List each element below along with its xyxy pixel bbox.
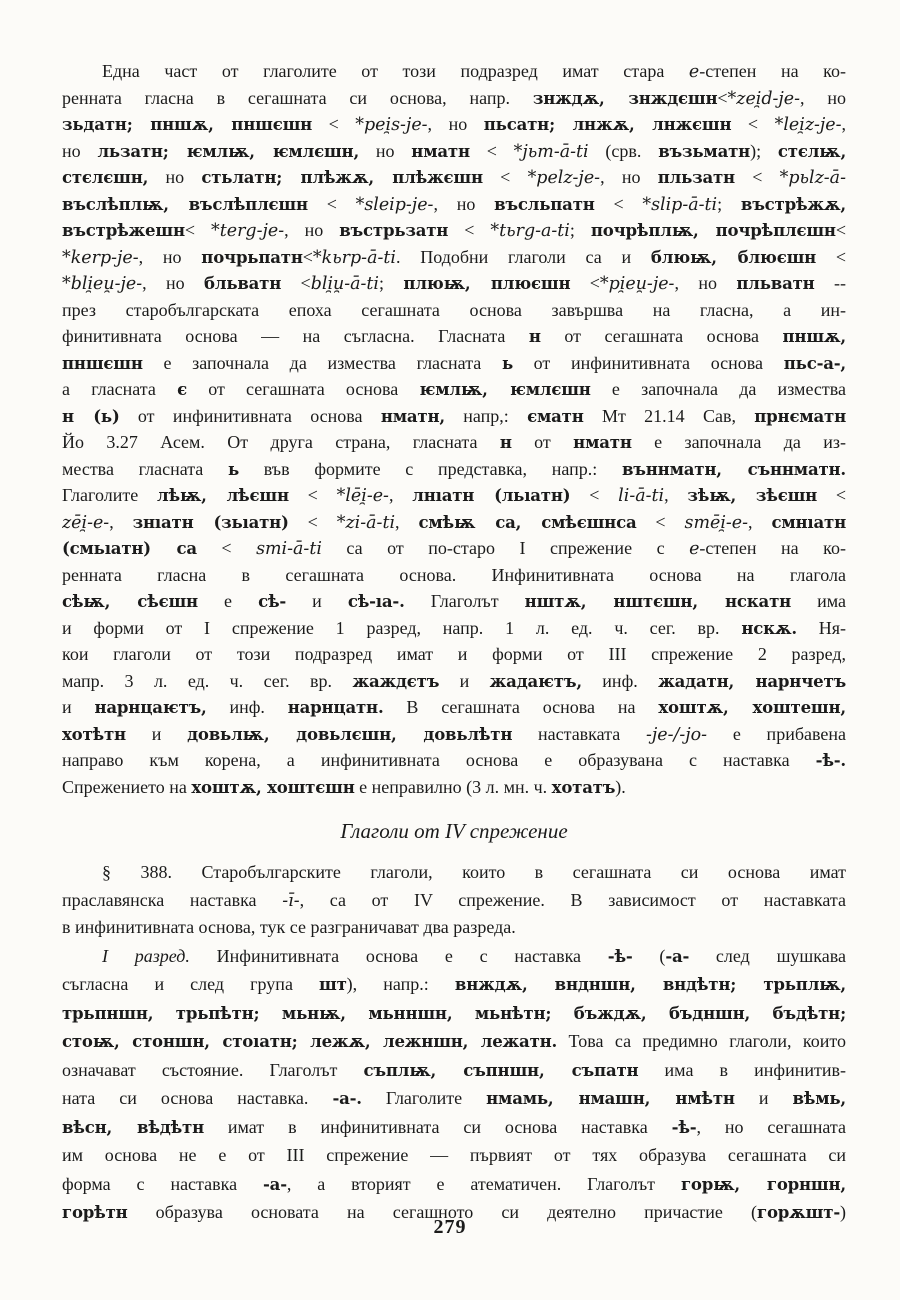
body-text: . Подобни глаголи са и (395, 246, 651, 267)
body-text: ) (840, 1202, 846, 1222)
body-text: < (288, 511, 337, 532)
old-bulgarian-word: -а-. (332, 1088, 362, 1108)
latin-reconstruction: e (688, 62, 700, 82)
old-bulgarian-word: знждѫ, знждєшн (532, 87, 718, 108)
text-line (62, 668, 846, 695)
body-text: форма с наставка (62, 1173, 263, 1194)
body-text: , но (800, 87, 846, 108)
body-text: Една част от глаголите от този подразред имат стара (102, 61, 689, 81)
body-text: , са от IV спрежение. В зависимост от наставката (299, 889, 846, 910)
text-line (62, 1027, 846, 1056)
old-bulgarian-word: н (528, 326, 541, 346)
latin-reconstruction: *zei̯d-je- (727, 88, 801, 109)
text-line (62, 323, 846, 350)
latin-reconstruction: *jьm-ā-ti (513, 141, 589, 162)
text-line (62, 58, 846, 85)
old-bulgarian-word: льзатн; ѥмлѭ, ѥмлєшн, (97, 140, 360, 161)
body-text: ), напр.: (346, 974, 455, 994)
body-text: през старобългарската епоха сегашната основа завършва на гласна, а ин- (62, 299, 846, 320)
body-text: финитивната основа — на съгласна. Гласната (62, 326, 529, 346)
text-line (62, 747, 846, 774)
old-bulgarian-word: єматн (527, 405, 584, 426)
latin-reconstruction: *bli̯eu̯-je- (62, 274, 143, 294)
body-text: < (469, 140, 514, 161)
body-text: от (511, 432, 574, 452)
old-bulgarian-word: стьлатн; плѣжѫ, плѣжєшн (201, 167, 483, 187)
text-line (62, 1113, 846, 1142)
body-text: < (312, 114, 356, 134)
text-line (62, 191, 846, 218)
body-text: , (388, 485, 413, 505)
body-text: , а вторият е атематичен. Глаголът (286, 1173, 681, 1194)
body-text: мапр. 3 л. ед. ч. сег. вр. (62, 670, 353, 691)
latin-reconstruction: *pьlz-ā- (779, 168, 846, 188)
body-text: мества гласната (62, 458, 229, 479)
body-text: < (307, 193, 356, 214)
text-line (62, 509, 846, 536)
body-text: след шушкава (689, 945, 846, 966)
body-text: Инфинитивната основа е с наставка (189, 945, 608, 966)
latin-reconstruction: *pi̯eu̯-je- (599, 274, 675, 294)
old-bulgarian-word: н (499, 432, 512, 452)
body-text: инф. (581, 670, 659, 691)
old-bulgarian-word: сѣ- (258, 591, 287, 611)
body-text: < (570, 485, 619, 505)
text-line (62, 970, 846, 999)
body-text: < (594, 193, 643, 214)
body-text: , но (433, 193, 495, 214)
body-text: Глаголът (404, 591, 525, 611)
old-bulgarian-word: лѣѭ, лѣєшн (157, 485, 289, 505)
latin-reconstruction: *slip-ā-ti (642, 194, 718, 215)
body-text: наставката (512, 723, 646, 744)
italic-text: Глаголи от IV спрежение (340, 819, 568, 843)
body-text: и форми от I спрежение 1 разред, напр. 1 л. ед. ч. сег. вр. (62, 617, 742, 638)
body-text: образува основата на сегашното си деятелно причастие ( (127, 1202, 758, 1222)
body-text: , но (674, 273, 737, 293)
old-bulgarian-word: знıатн (зьıатн) (132, 511, 289, 532)
body-text: , (841, 114, 846, 134)
old-bulgarian-word: -ѣ-. (815, 750, 846, 770)
body-text: от инфинитивната основа (119, 405, 381, 426)
text-line (62, 429, 846, 456)
old-bulgarian-word: възьматн (658, 140, 751, 161)
old-bulgarian-word: ь (228, 458, 240, 479)
old-bulgarian-word: блюѭ, блюєшн (650, 246, 817, 267)
body-text: < (482, 167, 528, 187)
latin-reconstruction: smēi̯-e- (684, 512, 749, 533)
text-line (62, 350, 846, 377)
old-bulgarian-word: нарнцатн. (287, 697, 384, 717)
section-heading-text (62, 816, 846, 846)
body-text: ). (615, 776, 626, 797)
latin-reconstruction: *lēi̯-e- (336, 486, 389, 506)
old-bulgarian-word: пьсатн; лнжѫ, лнжєшн (483, 114, 732, 134)
old-bulgarian-word: въстрѣжешн (62, 220, 185, 240)
body-text: , но (138, 246, 202, 267)
body-text: < (717, 87, 728, 108)
latin-reconstruction: smi-ā-ti (256, 539, 322, 559)
old-bulgarian-word: въстрьзатн (339, 220, 449, 240)
latin-reconstruction: *lei̯z-je- (774, 115, 842, 135)
old-bulgarian-word: въстрѣжѫ, (740, 193, 846, 214)
body-text: < (184, 220, 212, 240)
old-bulgarian-word: горѭ, горншн, (680, 1173, 846, 1194)
latin-reconstruction: *sleip-je- (355, 194, 434, 215)
body-text: Ня- (796, 617, 846, 638)
old-bulgarian-word: пльзатн (657, 167, 735, 187)
body-text: но (62, 140, 98, 161)
latin-reconstruction: bli̯u̯-ā-ti (310, 274, 380, 294)
old-bulgarian-word: нматн (411, 140, 470, 161)
body-text: < (288, 485, 337, 505)
body-text: Спрежението на (62, 776, 192, 797)
old-bulgarian-word: нштѫ, нштєшн, нскатн (524, 591, 792, 611)
body-text: Йо 3.27 Асем. От друга страна, гласната (62, 432, 500, 452)
text-line (62, 482, 846, 509)
old-bulgarian-word: бльватн (204, 273, 282, 293)
text-line (62, 535, 846, 562)
old-bulgarian-word: трьпншн, трьпѣтн; мьнѭ, мьнншн, мьнѣтн; бъждѫ, бъдншн, бъдѣтн; (62, 1002, 846, 1023)
text-line (62, 562, 846, 589)
old-bulgarian-word: прнєматн (754, 405, 846, 426)
body-text: В сегашната основа на (383, 697, 659, 717)
old-bulgarian-word: ѥмлѭ, ѥмлєшн (419, 379, 591, 399)
old-bulgarian-word: смѣѭ са, смѣєшнса (418, 511, 637, 532)
old-bulgarian-word: шт (319, 974, 347, 994)
old-bulgarian-word: пльватн (736, 273, 815, 293)
old-bulgarian-word: въслѣплѭ, въслѣплєшн (62, 193, 308, 214)
text-line (62, 217, 846, 244)
body-text: и (734, 1088, 793, 1108)
body-text: < (196, 538, 257, 558)
body-text: , (395, 511, 419, 532)
body-text: < (636, 511, 685, 532)
body-text: е започнала да измества гласната (142, 352, 502, 373)
body-text: е (197, 591, 259, 611)
old-bulgarian-word: нматн (573, 432, 632, 452)
old-bulgarian-word: довьлѭ, довьлєшн, довьлѣтн (187, 723, 513, 744)
body-text: и (125, 723, 188, 744)
old-bulgarian-word: -а- (263, 1173, 287, 1194)
body-text: и (62, 697, 95, 717)
section-heading (62, 816, 846, 846)
body-text: има в инфинитив- (638, 1059, 846, 1080)
text-line (62, 1141, 846, 1170)
text-line (62, 1084, 846, 1113)
body-text: ; (717, 193, 741, 214)
body-text: Това са предимно глаголи, които (557, 1031, 846, 1051)
body-text: , (748, 511, 772, 532)
body-text: инф. (206, 697, 288, 717)
text-line (62, 615, 846, 642)
old-bulgarian-word: жадатн, нарнчетъ (658, 670, 846, 691)
body-text: ; (379, 273, 404, 293)
body-text: -степен на ко- (699, 61, 846, 81)
old-bulgarian-word: почрѣплѭ, почрѣплєшн (590, 220, 836, 240)
body-text: (срв. (588, 140, 659, 161)
page-number: 279 (433, 1216, 467, 1238)
text-line (62, 887, 846, 915)
text-line (62, 641, 846, 668)
body-text: е неправилно (3 л. мн. ч. (354, 776, 552, 797)
text-line (62, 111, 846, 138)
body-text: < (835, 220, 846, 240)
old-bulgarian-word: въсльпатн (494, 193, 595, 214)
old-bulgarian-word: стоѭ, стоншн, стоıатн; лежѫ, лежншн, лежатн. (62, 1031, 558, 1051)
text-line (62, 999, 846, 1028)
body-text: , но (427, 114, 484, 134)
old-bulgarian-word: вѣмь, (792, 1088, 846, 1108)
old-bulgarian-word: пншєшн (62, 352, 143, 373)
old-bulgarian-word: хоштѫ, хоштешн, (658, 697, 846, 717)
old-bulgarian-word: сѣѭ, сѣєшн (62, 591, 198, 611)
body-text: ; (569, 220, 591, 240)
text-line (62, 85, 846, 112)
text-line (62, 164, 846, 191)
old-bulgarian-word: нскѫ. (741, 617, 797, 638)
latin-reconstruction: *terg-je- (211, 221, 285, 241)
old-bulgarian-word: пншѫ, (782, 326, 846, 346)
body-text: , (109, 511, 133, 532)
old-bulgarian-word: горѫшт- (757, 1202, 840, 1222)
body-text: е започнала да измества (590, 379, 846, 399)
italic-text: I разред. (102, 945, 190, 966)
latin-reconstruction: -ī- (282, 890, 300, 911)
latin-reconstruction: *zi-ā-ti (336, 512, 396, 533)
body-text: ната си основа наставка. (62, 1088, 333, 1108)
body-text: а гласната (62, 379, 178, 399)
text-line (62, 138, 846, 165)
old-bulgarian-word: є (177, 379, 187, 399)
body-text: -степен на ко- (699, 538, 846, 558)
body-text: има (791, 591, 846, 611)
body-text: Глаголите (62, 485, 157, 505)
body-text: < (448, 220, 491, 240)
body-text: Мт 21.14 Сав, (583, 405, 755, 426)
latin-reconstruction: *pei̯s-je- (355, 115, 428, 135)
latin-reconstruction: -je-/-jo- (646, 724, 708, 745)
body-text: < (281, 273, 311, 293)
body-text: , но (600, 167, 658, 187)
old-bulgarian-word: сѣ-ıа-. (347, 591, 405, 611)
old-bulgarian-word: -ѣ- (607, 945, 633, 966)
body-text: ренната гласна в сегашната си основа, напр. (62, 87, 533, 108)
body-text: направо към корена, а инфинитивната основа е образувана с наставка (62, 750, 816, 770)
body-text: , но сегашната (696, 1116, 846, 1137)
latin-reconstruction: *kerp-je- (62, 247, 139, 268)
old-bulgarian-word: зѣѭ, зѣєшн (687, 485, 818, 505)
text-line (62, 1056, 846, 1085)
body-text: Глаголите (361, 1088, 487, 1108)
text-line (62, 244, 846, 271)
old-bulgarian-word: н (ь) (62, 405, 120, 426)
body-text: в инфинитивната основа, тук се разграничават два разреда. (62, 917, 516, 937)
old-bulgarian-word: почрьпатн (201, 246, 303, 267)
old-bulgarian-word: стєлѭ, (777, 140, 846, 161)
body-text: имат в инфинитивната си основа наставка (204, 1116, 672, 1137)
old-bulgarian-word: плюѭ, плюєшн (403, 273, 571, 293)
old-bulgarian-word: жаждєтъ (352, 670, 440, 691)
body-text: от сегашната основа (186, 379, 420, 399)
body-text: и (286, 591, 348, 611)
old-bulgarian-word: вѣсн, вѣдѣтн (62, 1116, 204, 1137)
body-text: < (731, 114, 775, 134)
text-line (62, 588, 846, 615)
text-line (62, 914, 846, 942)
body-text: ренната гласна в сегашната основа. Инфинитивната основа на глагола (62, 564, 846, 585)
old-bulgarian-word: въннматн, съннматн. (621, 458, 846, 479)
old-bulgarian-word: жадаѥтъ, (489, 670, 582, 691)
latin-reconstruction: *kьrp-ā-ti (312, 247, 396, 268)
text-line (62, 456, 846, 483)
body-text: < (816, 246, 846, 267)
body-text: § 388. Старобългарските глаголи, които в сегашната си основа имат (102, 862, 846, 882)
old-bulgarian-word: внждѫ, вндншн, вндѣтн; трьплѭ, (454, 974, 846, 994)
text-line (62, 774, 846, 801)
old-bulgarian-word: нмамь, нмашн, нмѣтн (486, 1088, 735, 1108)
text-line (62, 1170, 846, 1199)
old-bulgarian-word: пьс-а-, (783, 352, 846, 373)
old-bulgarian-word: лнıатн (льıатн) (412, 485, 571, 505)
old-bulgarian-word: зьдатн; пншѫ, пншєшн (62, 114, 313, 134)
body-text: < (570, 273, 600, 293)
old-bulgarian-word: хотѣтн (62, 723, 126, 744)
body-text: им основа не е от III спрежение — първият от тях образува сегашната си (62, 1145, 846, 1165)
old-bulgarian-word: съплѭ, съпншн, съпатн (363, 1059, 639, 1080)
body-text: но (359, 140, 412, 161)
old-bulgarian-word: хоштѫ, хоштєшн (191, 776, 355, 797)
old-bulgarian-word: нматн, (380, 405, 445, 426)
body-text: , но (142, 273, 205, 293)
body-text: от инфинитивната основа (512, 352, 784, 373)
old-bulgarian-word: -ѣ- (671, 1116, 697, 1137)
old-bulgarian-word: горѣтн (62, 1202, 128, 1222)
latin-reconstruction: li-ā-ti (618, 486, 665, 506)
text-line (62, 721, 846, 748)
latin-reconstruction: e (689, 539, 700, 559)
body-text: ); (750, 140, 778, 161)
text-line (62, 297, 846, 324)
body-text: е започнала да из- (631, 432, 846, 452)
body-text: от сегашната основа (540, 326, 783, 346)
body-text: и (439, 670, 490, 691)
body-text: във формите с представка, напр.: (239, 458, 622, 479)
text-line (62, 694, 846, 721)
text-line (62, 270, 846, 297)
old-bulgarian-word: -а- (665, 945, 690, 966)
body-text: ( (632, 945, 666, 966)
paragraph-388-intro (62, 859, 846, 942)
text-line (62, 859, 846, 887)
body-text: праславянска наставка (62, 889, 283, 910)
old-bulgarian-word: нарнцаѥтъ, (94, 697, 207, 717)
paragraph-e-grade-verbs (62, 58, 846, 800)
body-text: съгласна и след група (62, 974, 320, 994)
body-text: но (148, 167, 202, 187)
body-text: -- (814, 273, 846, 293)
body-text: , но (284, 220, 340, 240)
body-text: < (817, 485, 846, 505)
body-text: напр,: (444, 405, 528, 426)
text-line (62, 403, 846, 430)
latin-reconstruction: zēi̯-e- (62, 512, 110, 533)
old-bulgarian-word: стєлєшн, (62, 167, 149, 187)
old-bulgarian-word: ь (501, 352, 513, 373)
text-line (62, 376, 846, 403)
body-text: < (734, 167, 780, 187)
paragraph-first-razred (62, 942, 846, 1227)
latin-reconstruction: *tьrg-a-ti (490, 221, 570, 241)
body-text: кои глаголи от този подразред имат и форми от III спрежение 2 разред, (62, 644, 846, 664)
body-text: < (302, 246, 313, 267)
old-bulgarian-word: (смьıатн) са (62, 538, 197, 558)
body-text: е прибавена (707, 723, 846, 744)
body-text: са от по-старо I спрежение с (321, 538, 690, 558)
text-line (62, 942, 846, 971)
latin-reconstruction: *pelz-je- (527, 168, 601, 188)
body-text: , (664, 485, 688, 505)
body-text: означават състояние. Глаголът (62, 1059, 364, 1080)
old-bulgarian-word: хотатъ (551, 776, 616, 797)
old-bulgarian-word: смнıатн (771, 511, 846, 532)
